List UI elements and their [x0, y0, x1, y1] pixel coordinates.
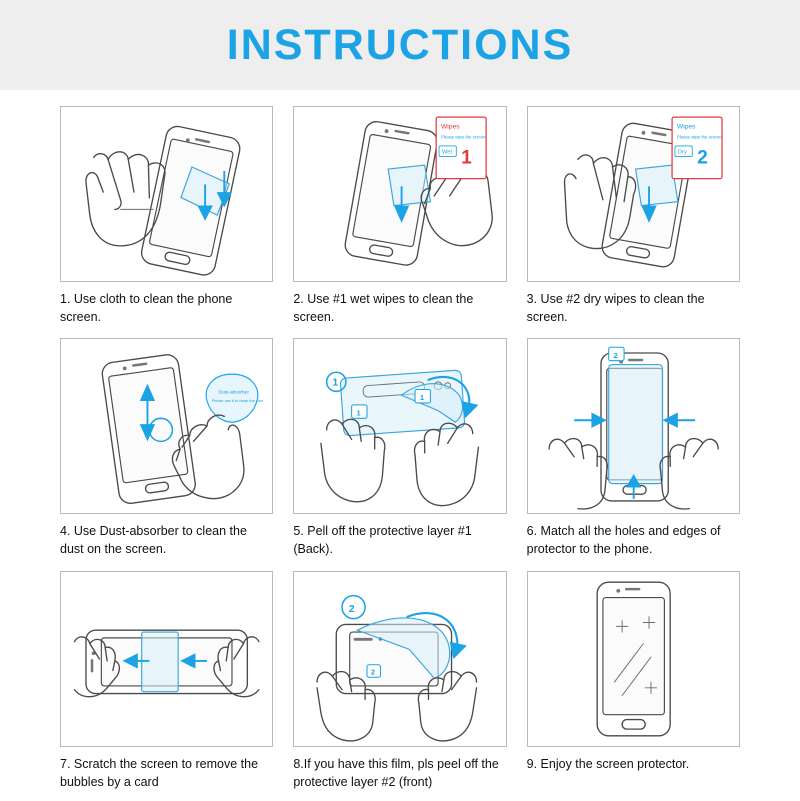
step-cell-6 [527, 338, 740, 568]
step-illustration-7 [60, 571, 273, 747]
page-title: INSTRUCTIONS [226, 20, 574, 69]
layer-tag-c [352, 405, 367, 418]
front-layer-tag-small-label: 2 [371, 666, 376, 676]
step-illustration-5 [293, 338, 506, 514]
front-layer-tag-big-label: 2 [349, 602, 355, 615]
step-caption-7: 7. Scratch the screen to remove the bubbles by a card [60, 756, 259, 789]
step-cell-2 [293, 106, 506, 336]
finished-phone-icon [528, 572, 739, 746]
dust-sticker-sublabel: Please use it to clean the dust [211, 399, 263, 404]
step-caption-6: 6. Match all the holes and edges of protector to the phone. [526, 524, 721, 557]
step-illustration-8 [293, 571, 506, 747]
peel-front-layer-icon [294, 572, 505, 746]
peel-back-layer-icon [294, 339, 505, 513]
layer-tag-label-c: 1 [356, 408, 362, 418]
dust-sticker-label: Dust-absorber [218, 390, 249, 396]
layer-tag-label-a: 1 [332, 376, 339, 389]
front-layer-tag-small [367, 664, 380, 676]
step-cell-8 [293, 571, 506, 801]
packet-title-2: Wipes [676, 123, 696, 131]
step-cell-5 [293, 338, 506, 568]
step-illustration-2 [293, 106, 506, 282]
wipes-packet-1 [436, 117, 486, 178]
page-header [0, 0, 800, 90]
step-caption-8: 8.If you have this film, pls peel off the protective layer #2 (front) [293, 756, 499, 789]
align-protector-icon [528, 339, 739, 513]
wipes-packet-2 [672, 117, 722, 178]
packet-number-1: 1 [461, 147, 473, 169]
packet-type-1: Wet [442, 149, 453, 156]
packet-subtitle-2: Please wipe the screen [676, 134, 722, 140]
packet-title-1: Wipes [441, 123, 460, 131]
step-caption-9: 9. Enjoy the screen protector. [526, 756, 690, 771]
step-illustration-4 [60, 338, 273, 514]
step-illustration-1 [60, 106, 273, 282]
step-caption-1: 1. Use cloth to clean the phone screen. [60, 292, 233, 325]
hand-cloth-phone-icon [61, 107, 272, 281]
packet-subtitle-1: Please wipe the screen [441, 134, 486, 140]
packet-type-2: Dry [677, 149, 687, 156]
front-layer-tag-big [342, 595, 365, 618]
steps-grid [0, 90, 800, 801]
step-cell-1 [60, 106, 273, 336]
step-cell-3 [527, 106, 740, 336]
step-cell-7 [60, 571, 273, 801]
step-caption-4: 4. Use Dust-absorber to clean the dust on the screen. [60, 524, 247, 557]
card-scratch-icon [61, 572, 272, 746]
step-cell-9 [527, 571, 740, 801]
step-caption-5: 5. Pell off the protective layer #1 (Back). [293, 524, 472, 557]
layer-tag-label-b: 1 [420, 393, 425, 403]
dust-absorber-sticker [206, 374, 264, 422]
step-illustration-6 [527, 338, 740, 514]
layer-tag-2-label: 2 [613, 351, 618, 361]
dust-absorber-phone-icon [61, 339, 272, 513]
dry-wipe-phone-icon [528, 107, 739, 281]
step-caption-3: 3. Use #2 dry wipes to clean the screen. [526, 292, 705, 325]
layer-tag-2 [608, 347, 623, 360]
step-illustration-3 [527, 106, 740, 282]
step-illustration-9 [527, 571, 740, 747]
step-cell-4 [60, 338, 273, 568]
layer-tag-b [415, 390, 430, 403]
packet-number-2: 2 [696, 147, 708, 169]
step-caption-2: 2. Use #1 wet wipes to clean the screen. [293, 292, 474, 325]
wet-wipe-phone-icon [294, 107, 505, 281]
